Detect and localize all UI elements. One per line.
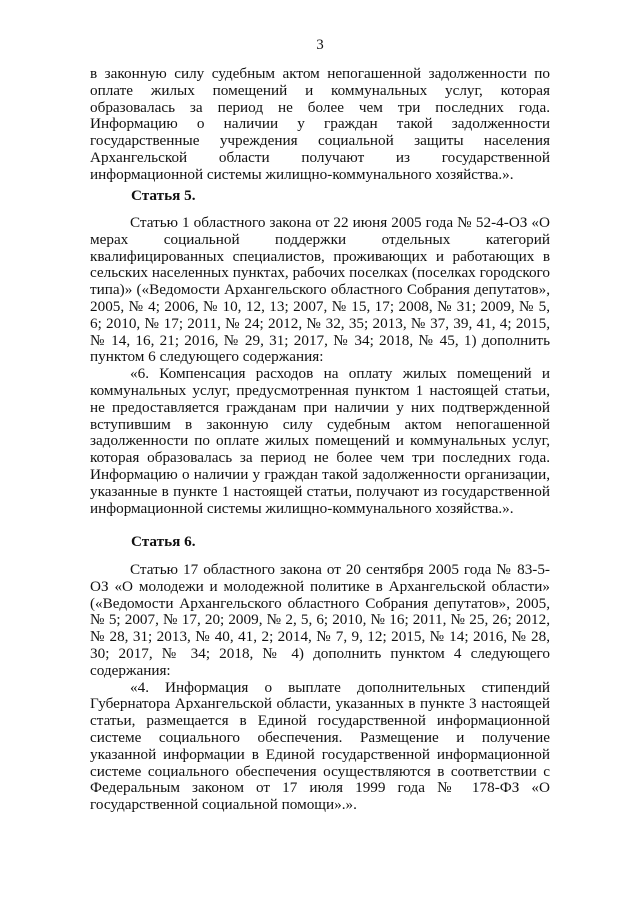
article-5-paragraph-2: «6. Компенсация расходов на оплату жилых помещений и коммунальных услуг, предусмотренная пунктом 1 настоящей статьи, не предоставляется гражданам при наличии у них подтвержденной вступившим в законную силу судебным актом непогашенной задолженности по оплате жилых помещений и коммунальных услуг, которая образовалась за период не более чем три последних года. Информацию о наличии у граждан такой задолженности организации, указанные в пункте 1 настоящей статьи, получают из государственной информационной системы жилищно-коммунального хозяйства.». — [90, 365, 550, 517]
article-6-paragraph-1: Статью 17 областного закона от 20 сентября 2005 года № 83-5-ОЗ «О молодежи и молодежной политике в Архангельской области» («Ведомости Архангельского областного Собрания депутатов», 2005, № 5; 2007, № 17, 20; 2009, № 2, 5, 6; 2010, № 16; 2011, № 25, 26; 2012, № 28, 31; 2013, № 40, 41, 2; 2014, № 7, 9, 12; 2015, № 14; 2016, № 28, 30; 2017, № 34; 2018, № 4) дополнить пунктом 4 следующего содержания: — [90, 561, 550, 679]
continuation-text — [90, 66, 550, 184]
article-6-body — [90, 562, 550, 814]
article-6-heading: Статья 6. — [131, 533, 196, 550]
article-5-heading: Статья 5. — [131, 187, 196, 204]
page-number: 3 — [316, 37, 324, 53]
article-5-paragraph-1: Статью 1 областного закона от 22 июня 2005 года № 52-4-ОЗ «О мерах социальной поддержки отдельных категорий квалифицированных специалистов, проживающих и работающих в сельских населенных пунктах, рабочих поселках (поселках городского типа)» («Ведомости Архангельского областного Собрания депутатов», 2005, № 4; 2006, № 10, 12, 13; 2007, № 15, 17; 2008, № 31; 2009, № 5, 6; 2010, № 17; 2011, № 24; 2012, № 32, 35; 2013, № 37, 39, 41, 4; 2015, № 14, 16, 21; 2016, № 29, 31; 2017, № 34; 2018, № 45, 1) дополнить пунктом 6 следующего содержания: — [90, 214, 550, 366]
article-6-paragraph-2: «4. Информация о выплате дополнительных стипендий Губернатора Архангельской области, указанных в пункте 3 настоящей статьи, размещается в Единой государственной информационной системе социального обеспечения. Размещение и получение указанной информации в Единой государственной информационной системе социального обеспечения осуществляются в соответствии с Федеральным законом от 17 июля 1999 года № 178-ФЗ «О государственной социальной помощи».». — [90, 678, 550, 814]
continuation-paragraph: в законную силу судебным актом непогашенной задолженности по оплате жилых помещений и коммунальных услуг, которая образовалась за период не более чем три последних года. Информацию о наличии у граждан такой задолженности государственные учреждения социальной защиты населения Архангельской области получают из государственной информационной системы жилищно-коммунального хозяйства.». — [90, 65, 550, 183]
article-5-body — [90, 215, 550, 517]
